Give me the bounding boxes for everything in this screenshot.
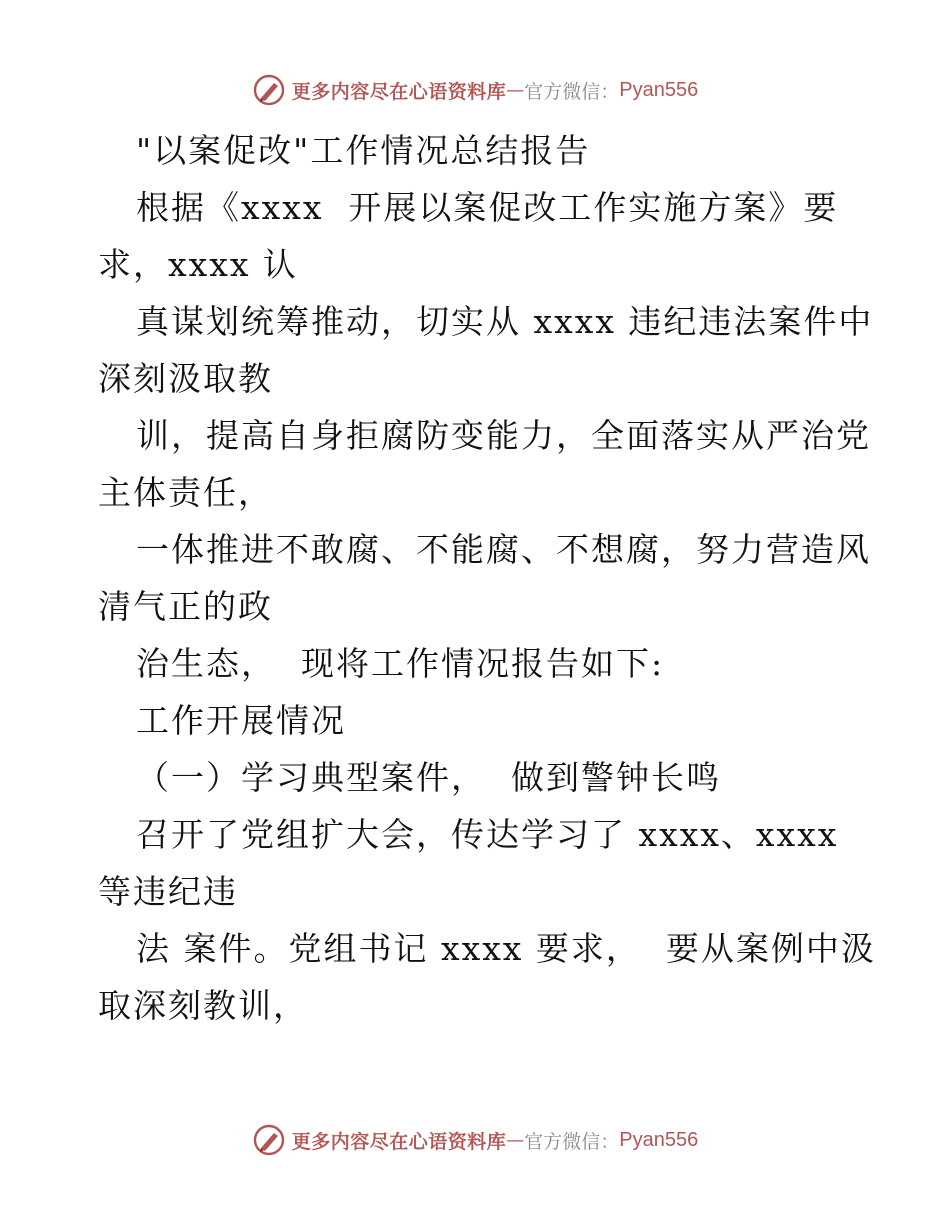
document-line: "以案促改"工作情况总结报告 <box>136 131 591 170</box>
document-line: 一体推进不敢腐、不能腐、不想腐，努力营造风 <box>136 530 871 569</box>
document-line: 治生态， 现将工作情况报告如下: <box>136 644 665 683</box>
banner-main-text: 更多内容尽在心语资料库 <box>291 80 507 103</box>
banner-dash: — <box>506 1129 525 1151</box>
document-line: 法 案件。党组书记 xxxx 要求， 要从案例中汲 <box>136 929 876 968</box>
footer-banner <box>0 1120 950 1160</box>
banner-wechat-label: 官方微信： <box>524 1130 620 1153</box>
pen-logo-icon <box>252 1123 286 1157</box>
banner-wechat-id: Pyan556 <box>619 78 699 101</box>
document-line: 根据《xxxx 开展以案促改工作实施方案》要 <box>136 188 839 227</box>
document-line: 等违纪违 <box>98 872 238 911</box>
banner-wechat-id: Pyan556 <box>619 1128 699 1151</box>
document-line: 召开了党组扩大会，传达学习了 xxxx、xxxx <box>136 815 839 854</box>
pen-logo-icon <box>252 73 286 107</box>
document-line: （一）学习典型案件， 做到警钟长鸣 <box>136 758 721 797</box>
document-line: 工作开展情况 <box>136 701 346 740</box>
document-line: 求，xxxx 认 <box>98 245 298 284</box>
banner-main-text: 更多内容尽在心语资料库 <box>291 1130 507 1153</box>
document-line: 清气正的政 <box>98 587 273 626</box>
document-line: 真谋划统筹推动，切实从 xxxx 违纪违法案件中 <box>136 302 874 341</box>
document-body <box>98 122 876 1034</box>
banner-dash: — <box>506 79 525 101</box>
banner-wechat-label: 官方微信： <box>524 80 620 103</box>
document-line: 取深刻教训， <box>98 986 308 1025</box>
document-line: 深刻汲取教 <box>98 359 273 398</box>
document-line: 训，提高自身拒腐防变能力，全面落实从严治党 <box>136 416 871 455</box>
document-line: 主体责任， <box>98 473 273 512</box>
header-banner <box>0 70 950 110</box>
